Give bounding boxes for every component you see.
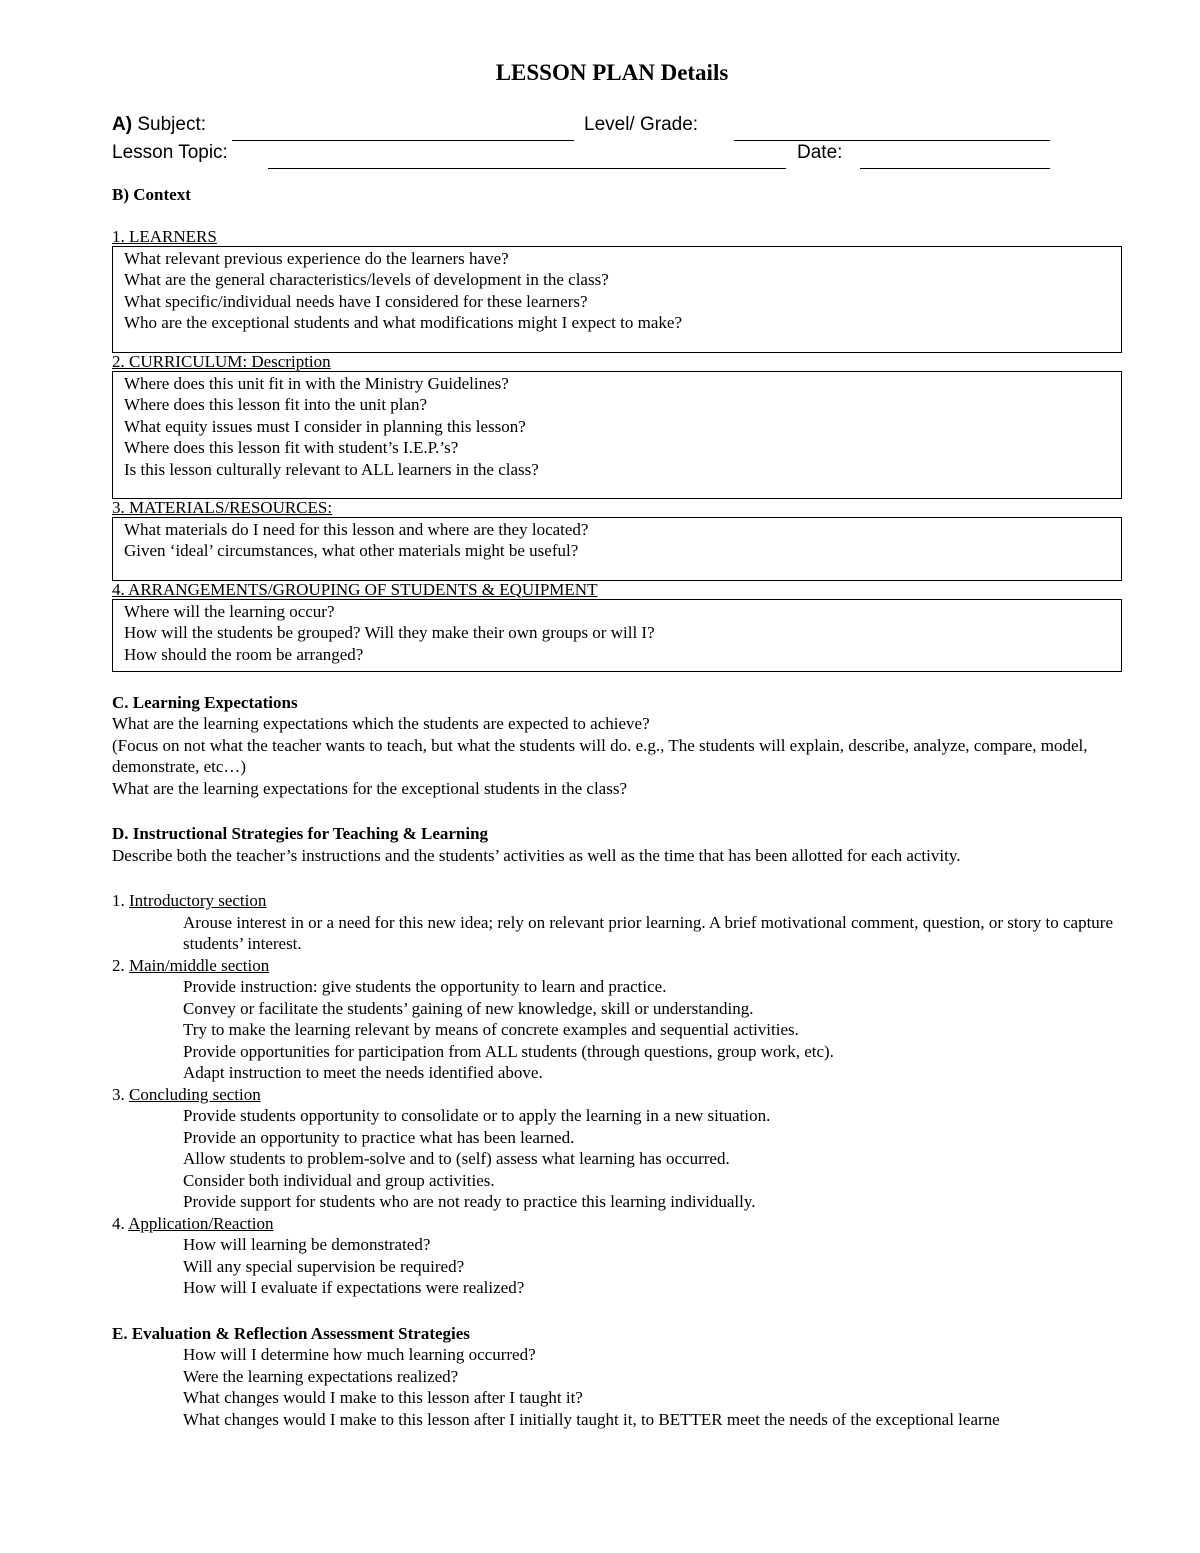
- date-field[interactable]: [860, 168, 1050, 169]
- subject-label: Subject:: [137, 114, 206, 135]
- learners-line: What specific/individual needs have I considered for these learners?: [124, 291, 588, 311]
- evaluation-line: How will I determine how much learning occurred?: [183, 1345, 536, 1364]
- strategy-section-introductory: [112, 890, 1122, 955]
- section-title: Concluding section: [129, 1084, 261, 1104]
- section-line: Adapt instruction to meet the needs identified above.: [183, 1063, 543, 1082]
- section-line: Allow students to problem-solve and to (self) assess what learning has occurred.: [183, 1149, 730, 1168]
- header-row-subject: [112, 114, 1122, 142]
- expectations-line: (Focus on not what the teacher wants to teach, but what the students will do. e.g., The students will explain, describe, analyze, compare, model, demonstrate, etc…): [112, 735, 1088, 776]
- materials-line: Given ‘ideal’ circumstances, what other materials might be useful?: [124, 541, 579, 560]
- materials-box: [112, 517, 1122, 581]
- lesson-topic-label: Lesson Topic:: [112, 142, 228, 163]
- section-line: Provide instruction: give students the opportunity to learn and practice.: [183, 977, 667, 996]
- section-line: Provide support for students who are not ready to practice this learning individually.: [183, 1192, 756, 1211]
- learners-line: Who are the exceptional students and what modifications might I expect to make?: [124, 313, 682, 332]
- section-line: How will learning be demonstrated?: [183, 1235, 431, 1254]
- section-number: 3.: [112, 1084, 125, 1104]
- strategy-section-main: [112, 955, 1122, 1084]
- strategies-intro: Describe both the teacher’s instructions and the students’ activities as well as the time that has been allotted for each activity.: [112, 845, 961, 865]
- learners-line: What are the general characteristics/levels of development in the class?: [124, 270, 609, 289]
- curriculum-line: Where does this lesson fit with student’s I.E.P.’s?: [124, 438, 459, 457]
- section-title: Application/Reaction: [128, 1213, 274, 1233]
- section-line: Arouse interest in or a need for this new idea; rely on relevant prior learning. A brief motivational comment, question, or story to capture students’ interest.: [183, 912, 1114, 953]
- section-line: Try to make the learning relevant by means of concrete examples and sequential activities.: [183, 1020, 799, 1039]
- section-line: How will I evaluate if expectations were realized?: [183, 1278, 525, 1297]
- header-prefix: A): [112, 114, 133, 135]
- arrangements-line: How will the students be grouped? Will they make their own groups or will I?: [124, 623, 655, 642]
- evaluation-line: What changes would I make to this lesson after I taught it?: [183, 1388, 583, 1407]
- learners-line: What relevant previous experience do the learners have?: [124, 248, 509, 268]
- learners-label: 1. LEARNERS: [112, 226, 217, 246]
- curriculum-label: 2. CURRICULUM: Description: [112, 351, 331, 371]
- section-title: Introductory section: [129, 891, 267, 910]
- evaluation-heading: E. Evaluation & Reflection Assessment Strategies: [112, 1323, 470, 1343]
- level-grade-label: Level/ Grade:: [584, 114, 699, 135]
- section-number: 2.: [112, 955, 125, 975]
- arrangements-line: Where will the learning occur?: [124, 601, 335, 621]
- arrangements-label: 4. ARRANGEMENTS/GROUPING OF STUDENTS & EQUIPMENT: [112, 579, 598, 599]
- section-title: Main/middle section: [129, 955, 270, 975]
- curriculum-line: What equity issues must I consider in planning this lesson?: [124, 416, 526, 436]
- section-line: Will any special supervision be required?: [183, 1256, 465, 1276]
- section-number: 4.: [112, 1213, 129, 1233]
- page-title: LESSON PLAN Details: [495, 60, 729, 85]
- materials-line: What materials do I need for this lesson and where are they located?: [124, 519, 589, 539]
- context-heading: B) Context: [112, 185, 191, 204]
- materials-label: 3. MATERIALS/RESOURCES:: [112, 497, 333, 517]
- evaluation-line: Were the learning expectations realized?: [183, 1366, 459, 1386]
- evaluation-line: What changes would I make to this lesson after I initially taught it, to BETTER meet the needs of the exceptional learne: [183, 1409, 1000, 1429]
- curriculum-line: Is this lesson culturally relevant to ALL learners in the class?: [124, 459, 539, 479]
- expectations-line: What are the learning expectations for the exceptional students in the class?: [112, 778, 627, 798]
- curriculum-box: [112, 371, 1122, 499]
- section-number: 1.: [112, 891, 125, 910]
- learners-box: [112, 246, 1122, 353]
- curriculum-line: Where does this lesson fit into the unit plan?: [124, 395, 428, 414]
- section-line: Provide an opportunity to practice what has been learned.: [183, 1127, 575, 1147]
- header-subject-label: [112, 114, 206, 136]
- section-line: Provide students opportunity to consolidate or to apply the learning in a new situation.: [183, 1106, 771, 1125]
- date-label: Date:: [797, 142, 843, 163]
- lesson-topic-field[interactable]: [268, 168, 786, 169]
- expectations-line: What are the learning expectations which the students are expected to achieve?: [112, 714, 650, 733]
- section-line: Convey or facilitate the students’ gaining of new knowledge, skill or understanding.: [183, 998, 754, 1018]
- curriculum-line: Where does this unit fit in with the Ministry Guidelines?: [124, 373, 509, 393]
- expectations-heading: C. Learning Expectations: [112, 692, 298, 712]
- section-line: Consider both individual and group activities.: [183, 1170, 495, 1190]
- section-line: Provide opportunities for participation from ALL students (through questions, group work, etc).: [183, 1041, 834, 1061]
- arrangements-box: [112, 599, 1122, 672]
- strategy-section-application: [112, 1213, 1122, 1299]
- header-row-topic: [112, 142, 1122, 170]
- document-page: [112, 58, 1122, 1430]
- strategy-section-concluding: [112, 1084, 1122, 1213]
- subject-field[interactable]: [232, 140, 574, 141]
- arrangements-line: How should the room be arranged?: [124, 644, 364, 664]
- level-grade-field[interactable]: [734, 140, 1050, 141]
- strategies-heading: D. Instructional Strategies for Teaching & Learning: [112, 824, 489, 843]
